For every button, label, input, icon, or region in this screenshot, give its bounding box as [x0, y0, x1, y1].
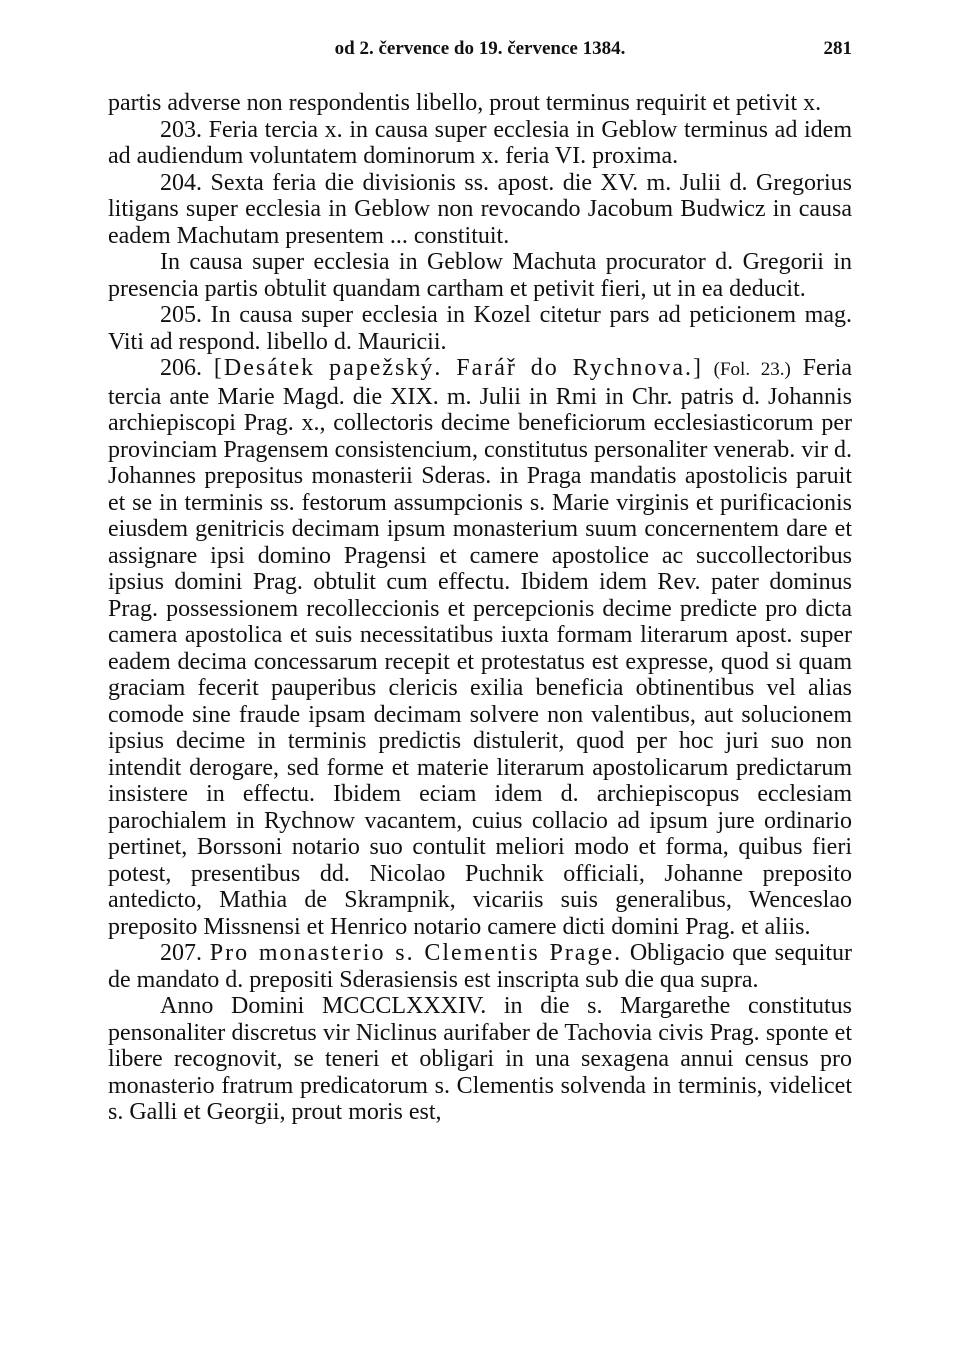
paragraph-203: 203. Feria tercia x. in causa super ecclesia in Geblow terminus ad idem ad audiendum voluntatem dominorum x. feria VI. proxima. — [108, 116, 852, 169]
folio-reference: (Fol. 23.) — [703, 359, 791, 380]
paragraph-207 — [108, 940, 852, 993]
paragraph-206 — [108, 355, 852, 940]
entry-number: 207. — [160, 940, 210, 966]
paragraph-205: 205. In causa super ecclesia in Kozel citetur pars ad peticionem mag. Viti ad respond. libello d. Mauricii. — [108, 302, 852, 355]
paragraph-207-charter: Anno Domini MCCCLXXXIV. in die s. Margarethe constitutus pensonaliter discretus vir Niclinus aurifaber de Tachovia civis Prag. sponte et libere recognovit, se teneri et obligari in una sexagena annui census pro monasterio fratrum predicatorum s. Clementis solvenda in terminis, videlicet s. Galli et Georgii, prout moris est, — [108, 993, 852, 1125]
body-text — [108, 90, 852, 1126]
page-number: 281 — [823, 38, 852, 59]
page-header — [108, 30, 852, 64]
entry-number: 206. — [160, 355, 214, 381]
entry-text: Feria tercia ante Marie Magd. die XIX. m. Julii in Rmi in Chr. patris d. Johannis archiepiscopi Prag. x., collectoris decime beneficiorum ecclesiasticorum per provinciam Pragensem consistencium, constitutus personaliter venerab. vir d. Johannes prepositus monasterii Sderas. in Praga mandatis apostolicis paruit et se in terminis ss. festorum assumpcionis s. Marie virginis et purificacionis eiusdem genitricis decimam ipsum monasterium suum concernentem dare et assignare ipsi domino Pragensi et camere apostolice ac succollectoribus ipsius domini Prag. obtulit cum effectu. Ibidem idem Rev. pater dominus Prag. possessionem recolleccionis et percepcionis decime predicte pro dicta camera apostolica et suis necessitatibus iuxta formam literarum apost. super eadem decima concessarum recepit et protestatus est expresse, quod si quam graciam fecerit pauperibus clericis exilia beneficia obtinentibus vel alias comode sine fraude ipsam decimam solvere non valentibus, aut solucionem ipsius decime in terminis predictis distulerit, quod per hoc juri suo non intendit derogare, sed forme et materie literarum apostolicarum predictarum insistere in effectu. Ibidem eciam idem d. archiepiscopus ecclesiam parochialem in Rychnow vacantem, cuius collacio ad ipsum jure ordinario pertinet, Borssoni notario suo contulit meliori modo et forma, quibus fieri potest, presentibus dd. Nicolao Puchnik officiali, Johanne preposito antedicto, Mathia de Skrampnik, vicariis suis generalibus, Wenceslao preposito Missnensi et Henrico notario camere dicti domini Prag. et aliis. — [108, 355, 852, 940]
entry-heading: [Desátek papežský. Farář do Rychnova.] — [213, 355, 704, 381]
entry-heading: Pro monasterio s. Clementis Prage. — [209, 940, 623, 966]
paragraph-204-continued: In causa super ecclesia in Geblow Machuta procurator d. Gregorii in presencia partis obtulit quandam cartham et petivit fieri, ut in ea deducit. — [108, 249, 852, 302]
paragraph-continuation: partis adverse non respondentis libello, prout terminus requirit et petivit x. — [108, 90, 822, 116]
running-head: od 2. července do 19. července 1384. — [334, 38, 626, 59]
paragraph-204: 204. Sexta feria die divisionis ss. apost. die XV. m. Julii d. Gregorius litigans super ecclesia in Geblow non revocando Jacobum Budwicz in causa eadem Machutam presentem ... constituit. — [108, 169, 852, 249]
entry-text: Obligacio que sequitur de mandato d. prepositi Sderasiensis est inscripta sub die qua supra. — [108, 940, 852, 993]
document-page — [108, 30, 852, 1126]
